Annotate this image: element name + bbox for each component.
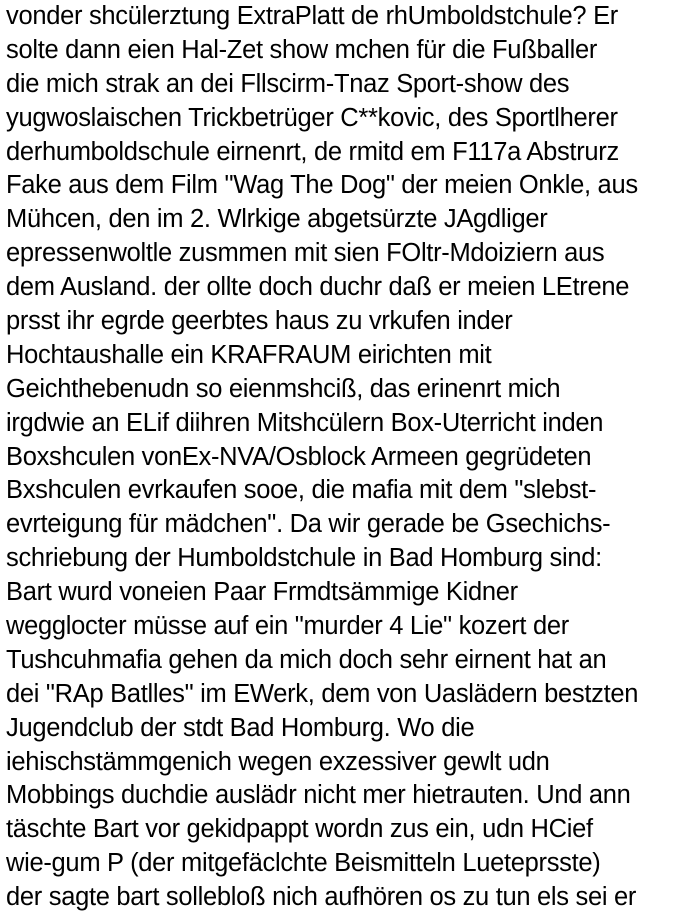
text-line: dem Ausland. der ollte doch duchr daß er meien LEtrene — [6, 273, 630, 302]
text-line: der sagte bart sollebloß nich aufhören os zu tun els sei er — [6, 883, 637, 912]
text-line: vonder shcülerztung ExtraPlatt de rhUmboldstchule? Er — [6, 2, 619, 30]
text-line: derhumboldschule eirnenrt, de rmitd em F117a Abstrurz — [6, 137, 619, 166]
text-line: Geichthebenudn so eienmshciß, das erinenrt mich — [6, 374, 561, 403]
text-line: Tushcuhmafia gehen da mich doch sehr eirnent hat an — [6, 645, 607, 674]
text-line: evrteigung für mädchen". Da wir gerade be Gsechichs- — [6, 510, 611, 539]
text-line: wie-gum P (der mitgefäclchte Beismitteln Lueteprsste) — [6, 849, 601, 878]
text-line: Mühcen, den im 2. Wlrkige abgetsürzte JAgdliger — [6, 205, 548, 234]
text-line: dei "RAp Batlles" im EWerk, dem von Uaslädern bestzten — [6, 679, 639, 708]
text-line: die mich strak an dei Fllscirm-Tnaz Sport-show des — [6, 69, 570, 98]
text-line: Mobbings duchdie auslädr nicht mer hietrauten. Und ann — [6, 781, 631, 810]
document-text — [6, 0, 682, 915]
text-line: täschte Bart vor gekidpappt wordn zus ein, udn HCief — [6, 815, 593, 844]
text-line: epressenwoltle zusmmen mit sien FOltr-Mdoiziern aus — [6, 239, 605, 268]
text-line: solte dann eien Hal-Zet show mchen für die Fußballer — [6, 35, 598, 64]
text-line: Boxshculen vonEx-NVA/Osblock Armeen gegrüdeten — [6, 442, 592, 471]
text-line: Fake aus dem Film "Wag The Dog" der meien Onkle, aus — [6, 171, 638, 200]
text-line: wegglocter müsse auf ein "murder 4 Lie" kozert der — [6, 612, 569, 641]
text-line: Hochtaushalle ein KRAFRAUM eirichten mit — [6, 340, 492, 369]
text-line: Jugendclub der stdt Bad Homburg. Wo die — [6, 713, 475, 742]
text-line: prsst ihr egrde geerbtes haus zu vrkufen inder — [6, 307, 513, 336]
text-line: yugwoslaischen Trickbetrüger C**kovic, des Sportlherer — [6, 103, 618, 132]
text-line: irgdwie an ELif diihren Mitshcülern Box-Uterricht inden — [6, 408, 604, 437]
text-line: Bart wurd voneien Paar Frmdtsämmige Kidner — [6, 578, 518, 607]
text-line: Bxshculen evrkaufen sooe, die mafia mit dem "slebst- — [6, 476, 597, 505]
text-line: iehischstämmgenich wegen exzessiver gewlt udn — [6, 747, 550, 776]
text-line: schriebung der Humboldstchule in Bad Homburg sind: — [6, 544, 602, 573]
